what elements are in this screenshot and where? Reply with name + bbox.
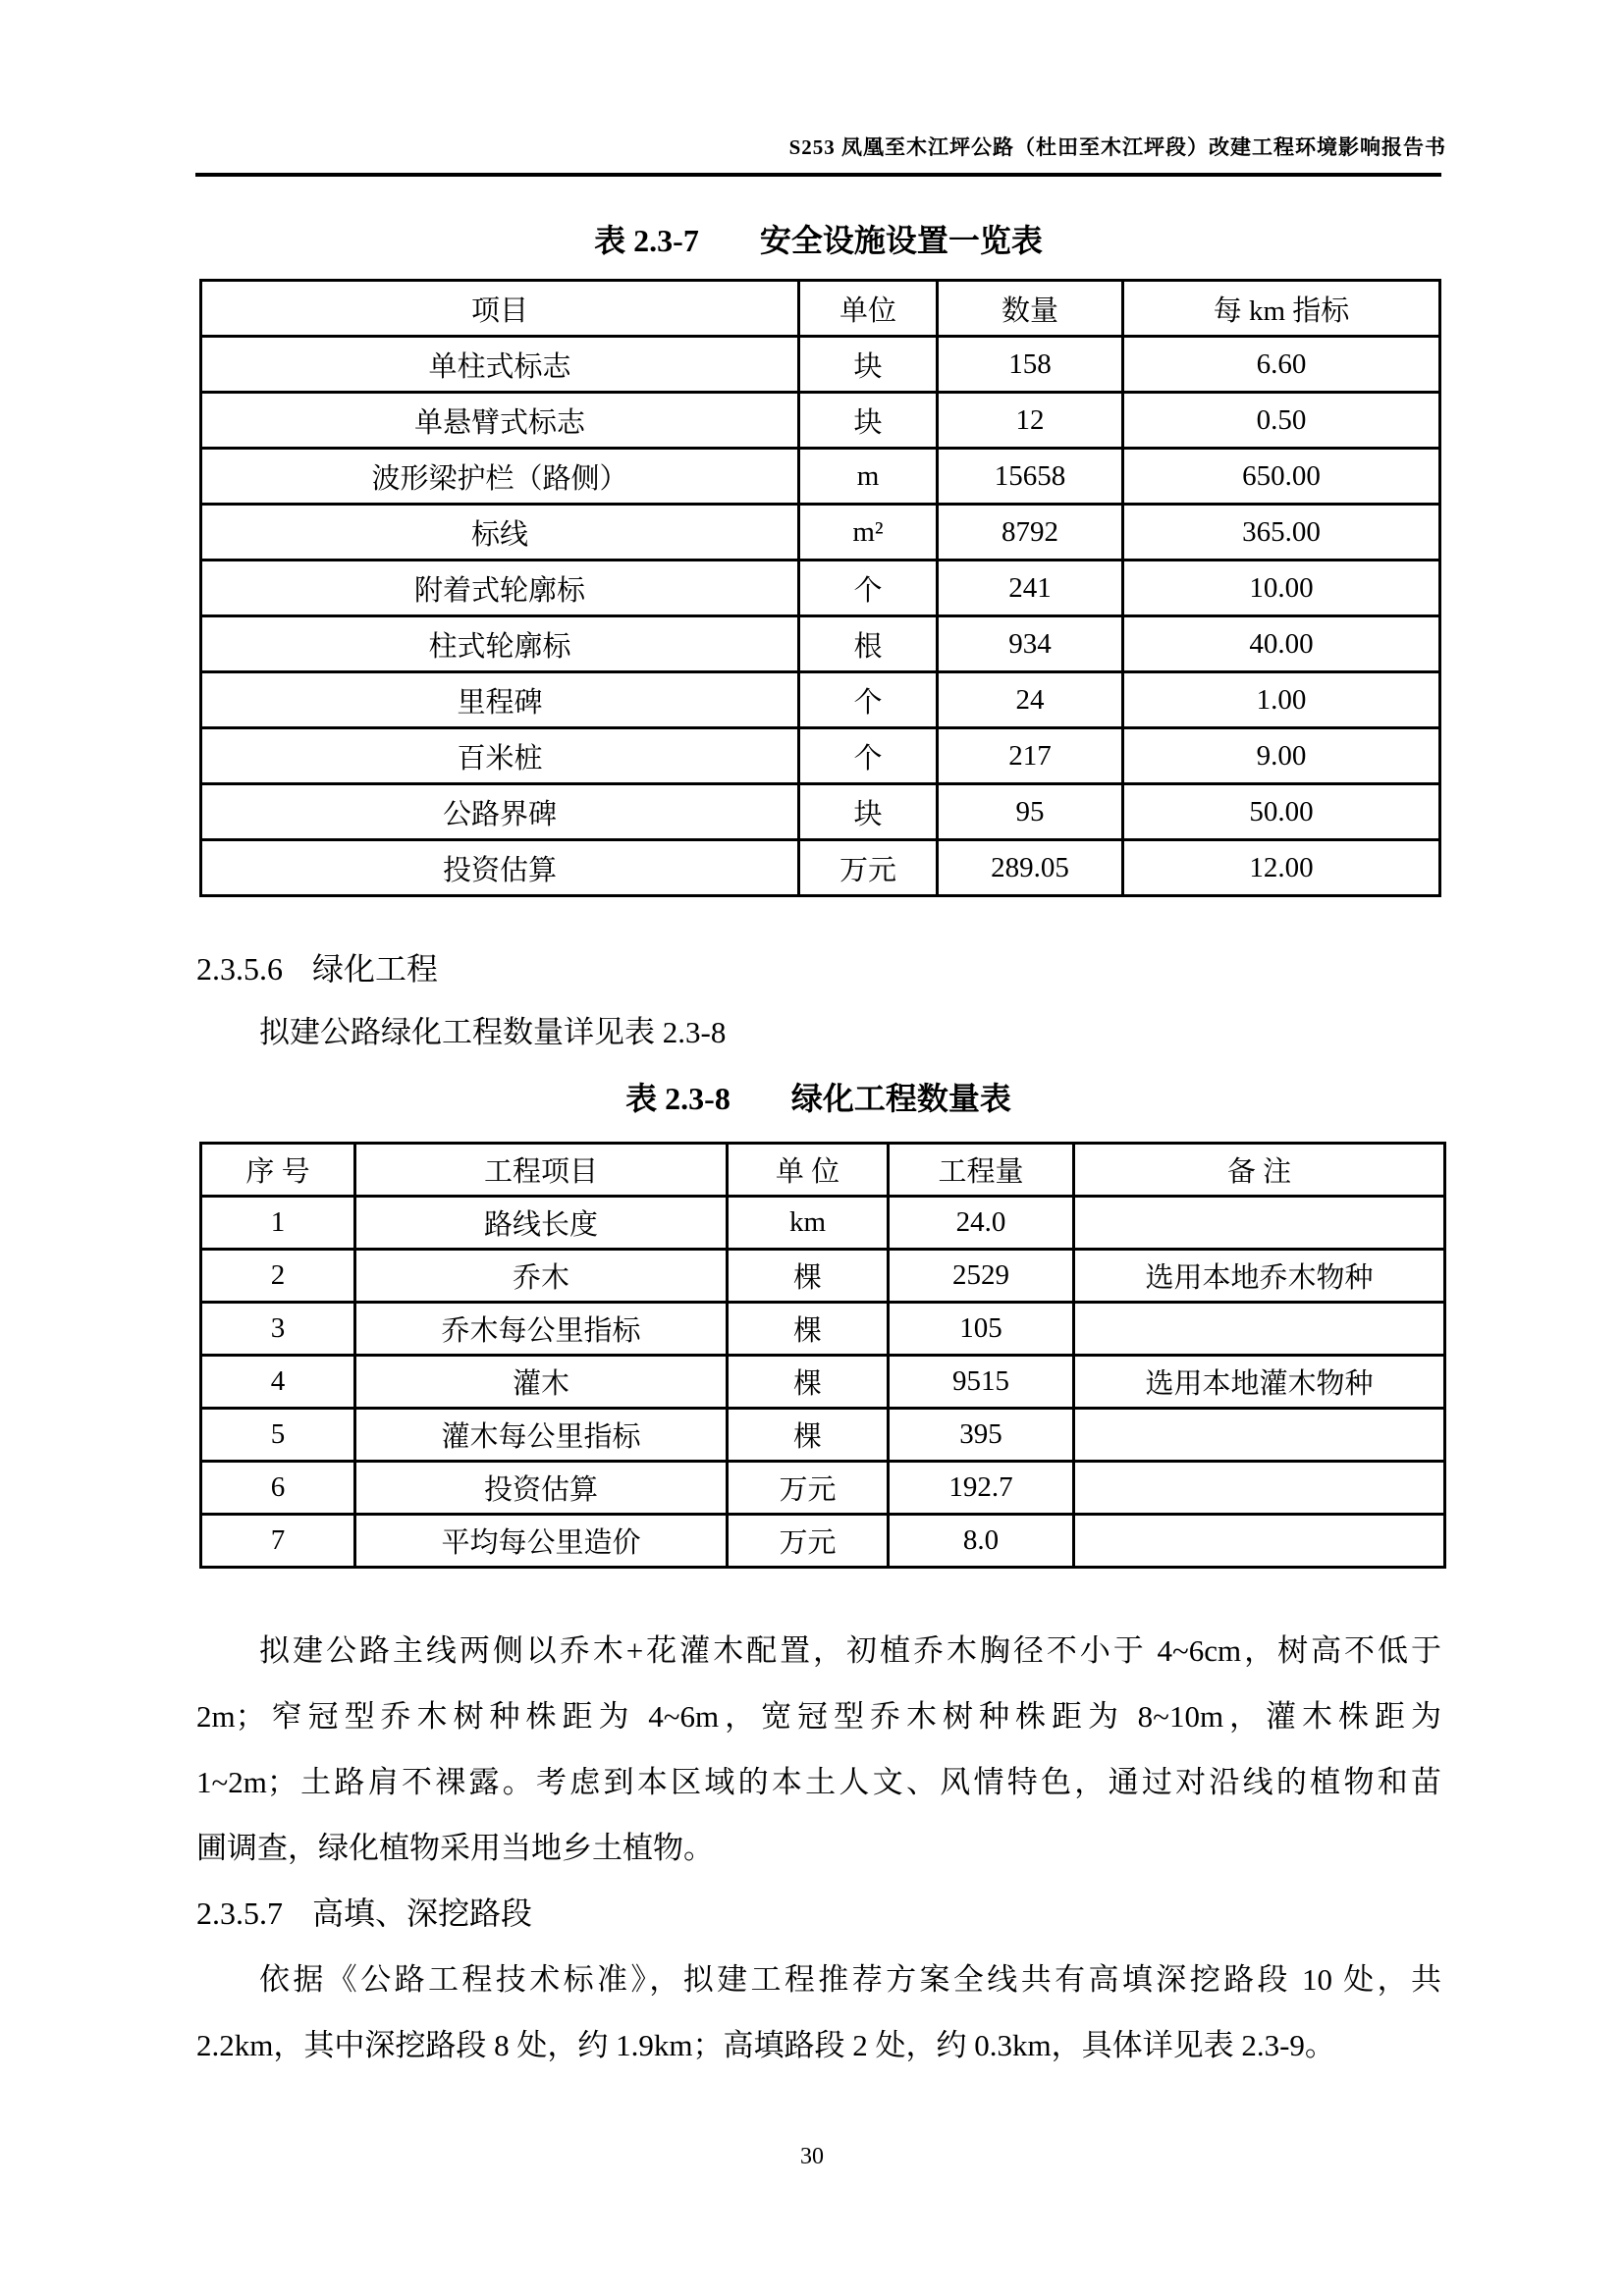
table-cell xyxy=(1074,1303,1445,1356)
table-cell: 标线 xyxy=(201,505,799,561)
table-cell: 单悬臂式标志 xyxy=(201,393,799,449)
column-header: 备 注 xyxy=(1074,1144,1445,1197)
table-cell: 6 xyxy=(201,1462,355,1515)
table-cell: 40.00 xyxy=(1123,616,1440,672)
table-row xyxy=(201,840,1440,896)
table-cell: 15658 xyxy=(938,449,1123,505)
table-row xyxy=(201,784,1440,840)
table-cell: 个 xyxy=(799,672,938,728)
table-cell: 公路界碑 xyxy=(201,784,799,840)
table-row xyxy=(201,1250,1445,1303)
table-cell: 4 xyxy=(201,1356,355,1409)
table-cell: 10.00 xyxy=(1123,561,1440,616)
table-header-row xyxy=(201,1144,1445,1197)
table-cell: 217 xyxy=(938,728,1123,784)
table-cell: 路线长度 xyxy=(355,1197,728,1250)
table-cell: 12 xyxy=(938,393,1123,449)
table-cell: 投资估算 xyxy=(201,840,799,896)
paragraph-fill-cut-description xyxy=(196,1947,1441,2078)
table-cell: 棵 xyxy=(728,1356,889,1409)
table-cell: 9.00 xyxy=(1123,728,1440,784)
paragraph-line: 依据《公路工程技术标准》，拟建工程推荐方案全线共有高填深挖路段 10 处，共 xyxy=(259,1962,1441,1997)
paragraph-line: 2.2km，其中深挖路段 8 处，约 1.9km；高填路段 2 处，约 0.3km，具体详见表 2.3-9。 xyxy=(196,2028,1335,2062)
table-cell: 8792 xyxy=(938,505,1123,561)
table-cell: 3 xyxy=(201,1303,355,1356)
table-cell: 选用本地灌木物种 xyxy=(1074,1356,1445,1409)
table-row xyxy=(201,1197,1445,1250)
table-cell: 乔木 xyxy=(355,1250,728,1303)
table-row xyxy=(201,337,1440,393)
table-cell: 灌木 xyxy=(355,1356,728,1409)
table-cell: 灌木每公里指标 xyxy=(355,1409,728,1462)
table-cell: 289.05 xyxy=(938,840,1123,896)
table-row xyxy=(201,505,1440,561)
table-2-3-8-caption-label: 表 2.3-8 xyxy=(625,1081,731,1116)
table-cell: 单柱式标志 xyxy=(201,337,799,393)
table-cell: 万元 xyxy=(728,1462,889,1515)
paragraph-line: 2m；窄冠型乔木树种株距为 4~6m，宽冠型乔木树种株距为 8~10m，灌木株距为 xyxy=(196,1699,1441,1734)
table-row xyxy=(201,1462,1445,1515)
table-cell: 块 xyxy=(799,337,938,393)
column-header: 每 km 指标 xyxy=(1123,281,1440,337)
table-cell: 万元 xyxy=(799,840,938,896)
table-cell: 24.0 xyxy=(889,1197,1074,1250)
table-cell: 24 xyxy=(938,672,1123,728)
table-cell: 平均每公里造价 xyxy=(355,1515,728,1568)
table-cell: 块 xyxy=(799,393,938,449)
table-cell: 1.00 xyxy=(1123,672,1440,728)
table-cell: 9515 xyxy=(889,1356,1074,1409)
table-row xyxy=(201,1303,1445,1356)
section-number: 2.3.5.7 xyxy=(196,1896,283,1931)
column-header: 项目 xyxy=(201,281,799,337)
table-cell: 395 xyxy=(889,1409,1074,1462)
table-cell: 50.00 xyxy=(1123,784,1440,840)
table-cell: 柱式轮廓标 xyxy=(201,616,799,672)
column-header: 单 位 xyxy=(728,1144,889,1197)
table-row xyxy=(201,616,1440,672)
table-cell: 棵 xyxy=(728,1303,889,1356)
table-cell: 192.7 xyxy=(889,1462,1074,1515)
table-cell: 里程碑 xyxy=(201,672,799,728)
paragraph-line: 圃调查，绿化植物采用当地乡土植物。 xyxy=(196,1831,714,1865)
table-cell: 2 xyxy=(201,1250,355,1303)
table-row xyxy=(201,728,1440,784)
table-cell: 个 xyxy=(799,561,938,616)
table-cell: 158 xyxy=(938,337,1123,393)
table-cell: 0.50 xyxy=(1123,393,1440,449)
column-header: 数量 xyxy=(938,281,1123,337)
table-cell: 7 xyxy=(201,1515,355,1568)
table-row xyxy=(201,449,1440,505)
table-header-row xyxy=(201,281,1440,337)
table-cell: 根 xyxy=(799,616,938,672)
table-cell: 8.0 xyxy=(889,1515,1074,1568)
page-number: 30 xyxy=(800,2144,824,2169)
section-number: 2.3.5.6 xyxy=(196,951,283,987)
table-cell: 万元 xyxy=(728,1515,889,1568)
table-cell: 块 xyxy=(799,784,938,840)
section-heading-2-3-5-7 xyxy=(196,1881,1441,1947)
section-title: 高填、深挖路段 xyxy=(312,1896,533,1931)
section-heading-2-3-5-6 xyxy=(196,944,1441,989)
paragraph-table-reference: 拟建公路绿化工程数量详见表 2.3-8 xyxy=(259,1015,727,1049)
table-cell: 105 xyxy=(889,1303,1074,1356)
table-row xyxy=(201,1356,1445,1409)
table-cell: 1 xyxy=(201,1197,355,1250)
table-cell xyxy=(1074,1409,1445,1462)
table-cell: m² xyxy=(799,505,938,561)
table-cell: 365.00 xyxy=(1123,505,1440,561)
table-cell: 934 xyxy=(938,616,1123,672)
table-cell: 95 xyxy=(938,784,1123,840)
table-2-3-7 xyxy=(199,279,1441,897)
table-cell: 棵 xyxy=(728,1250,889,1303)
table-2-3-7-caption-label: 表 2.3-7 xyxy=(594,223,699,258)
table-cell: 650.00 xyxy=(1123,449,1440,505)
table-cell: 附着式轮廓标 xyxy=(201,561,799,616)
greening-works-table xyxy=(199,1142,1443,1569)
table-cell: 个 xyxy=(799,728,938,784)
column-header: 工程量 xyxy=(889,1144,1074,1197)
paragraph-line: 1~2m；土路肩不裸露。考虑到本区域的本土人文、风情特色，通过对沿线的植物和苗 xyxy=(196,1765,1441,1799)
table-2-3-8 xyxy=(199,1142,1446,1569)
column-header: 序 号 xyxy=(201,1144,355,1197)
table-cell: 波形梁护栏（路侧） xyxy=(201,449,799,505)
table-2-3-8-caption xyxy=(195,1074,1441,1119)
table-row xyxy=(201,561,1440,616)
table-cell xyxy=(1074,1515,1445,1568)
paragraph-line: 拟建公路主线两侧以乔木+花灌木配置，初植乔木胸径不小于 4~6cm，树高不低于 xyxy=(259,1633,1441,1668)
table-row xyxy=(201,393,1440,449)
table-2-3-7-caption-title: 安全设施设置一览表 xyxy=(759,223,1043,258)
table-cell: 241 xyxy=(938,561,1123,616)
paragraph-greening-description xyxy=(196,1618,1441,1881)
table-cell: 12.00 xyxy=(1123,840,1440,896)
column-header: 单位 xyxy=(799,281,938,337)
table-cell: 乔木每公里指标 xyxy=(355,1303,728,1356)
table-cell: 棵 xyxy=(728,1409,889,1462)
table-cell xyxy=(1074,1462,1445,1515)
table-cell: 5 xyxy=(201,1409,355,1462)
table-cell xyxy=(1074,1197,1445,1250)
table-2-3-8-caption-title: 绿化工程数量表 xyxy=(790,1081,1011,1116)
table-row xyxy=(201,1409,1445,1462)
report-header-title: S253 凤凰至木江坪公路（杜田至木江坪段）改建工程环境影响报告书 xyxy=(788,135,1446,159)
table-row xyxy=(201,1515,1445,1568)
table-row xyxy=(201,672,1440,728)
table-cell: 百米桩 xyxy=(201,728,799,784)
table-cell: m xyxy=(799,449,938,505)
section-title: 绿化工程 xyxy=(312,951,439,987)
table-cell: 6.60 xyxy=(1123,337,1440,393)
safety-facilities-table xyxy=(199,279,1438,897)
table-cell: km xyxy=(728,1197,889,1250)
header-rule xyxy=(195,173,1441,177)
table-cell: 投资估算 xyxy=(355,1462,728,1515)
table-cell: 2529 xyxy=(889,1250,1074,1303)
table-cell: 选用本地乔木物种 xyxy=(1074,1250,1445,1303)
column-header: 工程项目 xyxy=(355,1144,728,1197)
table-2-3-7-caption xyxy=(195,216,1441,261)
